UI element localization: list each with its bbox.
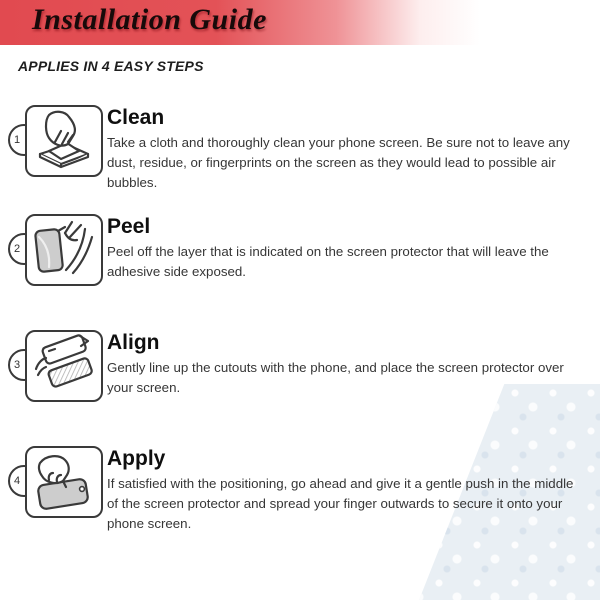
step-peel xyxy=(0,214,600,314)
step-description-line: bubbles. xyxy=(107,175,158,190)
step-title: Align xyxy=(107,331,160,354)
step-2-content xyxy=(107,215,589,282)
step-description-line: of the screen protector and spread your finger outwards to secure it onto your xyxy=(107,496,563,511)
step-3-icon-wrap xyxy=(8,330,104,404)
step-description-line: your screen. xyxy=(107,380,181,395)
step-description-line: If satisfied with the positioning, go ahead and give it a gentle push in the middle xyxy=(107,476,574,491)
step-number: 3 xyxy=(13,359,21,371)
step-align xyxy=(0,330,600,430)
subtitle: APPLIES IN 4 EASY STEPS xyxy=(18,58,204,74)
step-description-line: phone screen. xyxy=(107,516,192,531)
step-number: 1 xyxy=(13,134,21,146)
step-4-icon-wrap xyxy=(8,446,104,520)
step-description-line: Peel off the layer that is indicated on the screen protector that will leave the xyxy=(107,244,549,259)
step-4-content xyxy=(107,447,589,534)
step-description-line: dust, residue, or fingerprints on the screen as they would lead to possible air xyxy=(107,155,556,170)
step-description-line: Gently line up the cutouts with the phone, and place the screen protector over xyxy=(107,360,564,375)
step-title: Clean xyxy=(107,106,165,129)
step-number: 2 xyxy=(13,243,21,255)
page-title: Installation Guide xyxy=(32,3,267,36)
step-3-content xyxy=(107,331,589,398)
step-clean xyxy=(0,105,600,205)
step-number: 4 xyxy=(13,475,21,487)
hand-peeling-protector-icon xyxy=(25,214,103,286)
step-description-line: Take a cloth and thoroughly clean your phone screen. Be sure not to leave any xyxy=(107,135,570,150)
step-description-line: adhesive side exposed. xyxy=(107,264,246,279)
step-1-content xyxy=(107,106,589,193)
step-apply xyxy=(0,446,600,546)
step-title: Apply xyxy=(107,447,166,470)
step-2-icon-wrap xyxy=(8,214,104,288)
step-title: Peel xyxy=(107,215,151,238)
hand-wiping-phone-icon xyxy=(25,105,103,177)
finger-pressing-phone-icon xyxy=(25,446,103,518)
step-1-icon-wrap xyxy=(8,105,104,179)
header-banner xyxy=(0,0,600,45)
align-protector-over-phone-icon xyxy=(25,330,103,402)
